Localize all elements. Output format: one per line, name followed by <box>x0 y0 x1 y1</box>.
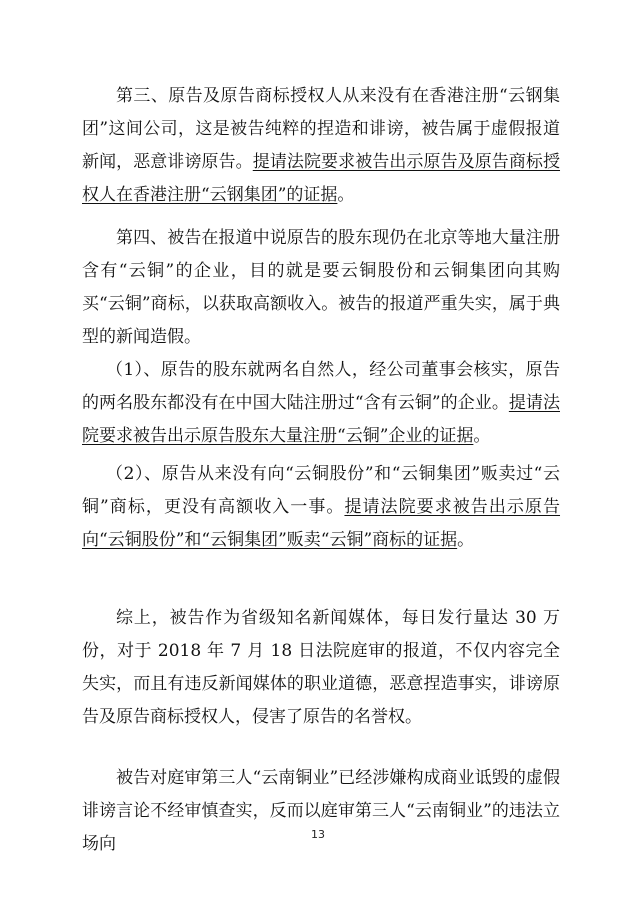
paragraph-tail: 。 <box>457 530 475 550</box>
paragraph-tail: 。 <box>337 185 355 205</box>
paragraph-text: 综上，被告作为省级知名新闻媒体，每日发行量达 30 万份，对于 2018 年 7 月 18 日法院庭审的报道，不仅内容完全失实，而且有违反新闻媒体的职业道德，恶意捏造事实，诽谤原告及原告商标授权人，侵害了原告的名誉权。 <box>82 608 560 727</box>
paragraph-summary <box>82 602 560 734</box>
paragraph-defendant-conduct <box>82 762 560 861</box>
paragraph-third-point <box>82 80 560 212</box>
paragraph-text: 第三、原告及原告商标授权人从来没有在香港注册“云钢集团”这间公司，这是被告纯粹的捏造和诽谤，被告属于虚假报道新闻，恶意诽谤原告。 <box>82 86 560 172</box>
underlined-request: 提请法院要求被告出示原告向“云铜股份”和“云铜集团”贩卖“云铜”商标的证据 <box>82 497 561 550</box>
underlined-request: 提请法院要求被告出示原告股东大量注册“云铜”企业的证据 <box>82 393 560 446</box>
paragraph-text: （2）、原告从来没有向“云铜股份”和“云铜集团”贩卖过“云铜”商标，更没有高额收入一事。 <box>82 464 560 517</box>
paragraph-fourth-point <box>82 222 560 354</box>
paragraph-text: （1）、原告的股东就两名自然人，经公司董事会核实，原告的两名股东都没有在中国大陆注册过“含有云铜”的企业。 <box>82 360 560 413</box>
paragraph-text: 第四、被告在报道中说原告的股东现仍在北京等地大量注册含有“云铜”的企业，目的就是要云铜股份和云铜集团向其购买“云铜”商标，以获取高额收入。被告的报道严重失实，属于典型的新闻造假。 <box>82 228 560 347</box>
paragraph-sub-point-1 <box>82 354 560 453</box>
page-number: 13 <box>311 828 325 841</box>
paragraph-text: 被告对庭审第三人“云南铜业”已经涉嫌构成商业诋毁的虚假诽谤言论不经审慎查实，反而以庭审第三人“云南铜业”的违法立场向 <box>82 768 560 854</box>
paragraph-sub-point-2 <box>82 458 560 557</box>
underlined-request: 提请法院要求被告出示原告及原告商标授权人在香港注册“云钢集团”的证据 <box>82 152 561 205</box>
paragraph-tail: 。 <box>473 426 491 446</box>
